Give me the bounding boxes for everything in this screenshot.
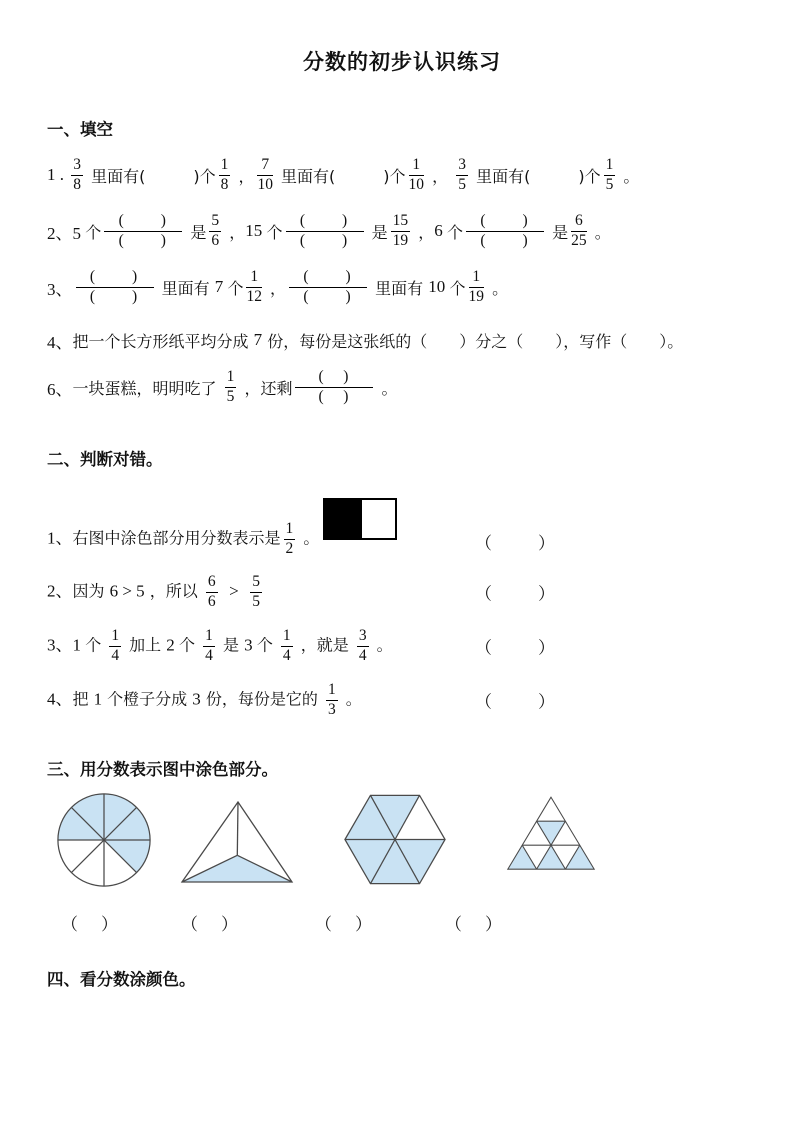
blank-fraction <box>289 268 367 306</box>
fraction-numerator: ( ) <box>318 368 351 386</box>
text-run: 个 <box>85 222 102 242</box>
text-run: ， <box>264 278 287 298</box>
text-run: ， <box>413 222 435 242</box>
fraction-numerator: 3 <box>358 627 367 645</box>
number-run: 6 > 5 <box>109 581 145 601</box>
fraction-denominator: 19 <box>392 231 409 249</box>
text-run: 个 <box>256 635 278 655</box>
judge-item-3 <box>47 622 757 670</box>
number-run: 6、 <box>47 379 73 399</box>
text-run: 。 <box>589 222 611 242</box>
fraction-denominator: 5 <box>252 592 260 610</box>
text-run: 。 <box>487 278 509 298</box>
triangle-thirds-figure <box>178 799 296 885</box>
section-2-header: 二、判断对错。 <box>47 450 163 469</box>
fraction <box>326 681 338 719</box>
answer-paren-3: （ ） <box>475 638 559 658</box>
fraction-numerator: 1 <box>605 156 614 174</box>
rectangle-shaded-half <box>325 500 360 538</box>
judge-item-4 <box>47 676 757 724</box>
fraction <box>206 573 218 611</box>
fraction-numerator: 5 <box>211 212 220 230</box>
fraction-denominator: 19 <box>468 287 485 305</box>
number-run: 1、 <box>47 528 73 548</box>
text-run: 里面有( )个 <box>275 166 406 186</box>
judge-item-1 <box>47 492 757 562</box>
text-run: 里面有( )个 <box>86 166 216 186</box>
fraction-denominator: ( ) <box>466 231 544 250</box>
text-run: ，还剩 <box>239 378 293 398</box>
number-run: 4、 <box>47 689 73 709</box>
number-run: 7 <box>214 277 228 296</box>
fraction-denominator: 4 <box>205 646 213 664</box>
answer-paren-2: （ ） <box>475 584 559 604</box>
fraction-denominator: ( ) <box>289 287 367 306</box>
fraction <box>250 573 262 611</box>
text-run: 个 <box>449 278 466 298</box>
number-run: > <box>220 581 248 601</box>
section-1-header: 一、填空 <box>47 120 113 139</box>
text-run: 加上 <box>124 635 167 655</box>
number-run: 1 . <box>47 165 69 184</box>
number-run: 10 <box>428 277 450 296</box>
fraction <box>219 156 231 194</box>
number-run: 7 <box>253 330 263 349</box>
fraction <box>203 627 215 665</box>
fraction-denominator: 10 <box>257 175 273 193</box>
fraction-denominator: 2 <box>285 539 294 557</box>
fraction-denominator: 6 <box>211 231 220 249</box>
fraction-denominator: 4 <box>358 646 367 664</box>
fill-blank-item-2 <box>47 208 757 254</box>
number-run: 3、1 <box>47 635 86 655</box>
fraction-denominator: 6 <box>207 592 216 610</box>
fraction <box>225 368 237 406</box>
fraction <box>257 156 273 194</box>
fraction-denominator: ( ) <box>286 231 364 250</box>
rectangle-blank-half <box>360 500 395 538</box>
fraction-denominator: 3 <box>327 700 336 718</box>
fraction-numerator: 1 <box>205 627 213 645</box>
number-run: 3 <box>192 689 201 709</box>
fraction-denominator: 5 <box>605 175 614 193</box>
blank-fraction <box>286 212 364 250</box>
text-run: 个 <box>179 635 201 655</box>
text-run: ， <box>224 222 246 242</box>
fraction-numerator: 1 <box>226 368 235 386</box>
text-run: 份，每份是这张纸的（ ）分之（ ），写作（ ）。 <box>262 331 684 351</box>
fraction-numerator: 3 <box>458 156 466 174</box>
fraction-denominator: 10 <box>408 175 425 193</box>
fraction-denominator: 8 <box>220 175 229 193</box>
fraction-numerator: ( ) <box>89 268 140 286</box>
figure-captions-row <box>47 910 757 938</box>
text-run: 里面有 <box>156 278 215 298</box>
fraction <box>604 156 616 194</box>
text-run: 一块蛋糕，明明吃了 <box>72 378 222 398</box>
fraction-denominator: 12 <box>246 287 262 305</box>
section-3-header: 三、用分数表示图中涂色部分。 <box>47 760 278 779</box>
fraction <box>456 156 468 194</box>
text-run: 因为 <box>72 581 110 601</box>
fraction-denominator: ( ) <box>76 287 154 306</box>
text-run: 是 <box>546 222 569 242</box>
blank-fraction <box>295 368 373 406</box>
blank-fraction <box>104 212 182 250</box>
fraction-denominator: ( ) <box>295 387 373 406</box>
blank-fraction <box>466 212 544 250</box>
triangle-ninths-figure <box>503 792 599 876</box>
fill-blank-item-1 <box>47 152 757 198</box>
judge-item-2-text <box>47 573 265 611</box>
fraction <box>357 627 369 665</box>
number-run: 2 <box>166 635 180 655</box>
judge-item-1-text <box>47 520 319 558</box>
number-run: 4、 <box>47 332 73 352</box>
text-run: 右图中涂色部分用分数表示是 <box>72 528 281 548</box>
fraction-numerator: 1 <box>472 268 481 286</box>
figure-caption-4: （ ） <box>445 915 505 934</box>
text-run: 。 <box>371 635 393 655</box>
number-run: 3 <box>244 635 257 655</box>
fraction-numerator: 7 <box>261 156 270 174</box>
fill-blank-item-4 <box>47 326 757 354</box>
fraction-denominator: ( ) <box>104 231 182 250</box>
blank-fraction <box>76 268 154 306</box>
fraction <box>284 520 296 558</box>
fraction-numerator: 1 <box>282 627 291 645</box>
text-run: 是 <box>366 222 388 242</box>
fraction-numerator: 1 <box>250 268 259 286</box>
fill-blank-item-3 <box>47 264 757 310</box>
text-run: 。 <box>618 166 640 186</box>
fraction <box>469 268 485 306</box>
text-run: 把 <box>72 689 94 709</box>
shaded-figures-row <box>47 792 757 894</box>
fraction-numerator: 1 <box>327 681 336 699</box>
circle-eighths-figure <box>55 792 153 888</box>
fraction-numerator: ( ) <box>480 212 530 230</box>
text-run: 个 <box>227 278 244 298</box>
judge-item-4-text <box>47 681 362 719</box>
fraction-numerator: 1 <box>220 156 229 174</box>
fraction-numerator: 6 <box>207 573 216 591</box>
text-run: 个 <box>266 222 283 242</box>
text-run: 个橙子分成 <box>102 689 193 709</box>
fill-blank-item-6 <box>47 364 757 410</box>
fraction <box>391 212 411 250</box>
fraction <box>246 268 262 306</box>
judge-item-2 <box>47 568 757 616</box>
text-run: 。 <box>376 378 398 398</box>
text-run: 是 <box>185 222 207 242</box>
number-run: 2、 <box>47 581 73 601</box>
figure-caption-2: （ ） <box>181 915 241 934</box>
number-run: 1 <box>93 689 103 709</box>
number-run: 15 <box>245 221 267 240</box>
answer-paren-4: （ ） <box>475 692 559 712</box>
number-run: 6 <box>434 221 447 240</box>
hexagon-sixths-figure <box>342 792 448 887</box>
fraction-numerator: 5 <box>252 573 260 591</box>
answer-paren-1: （ ） <box>475 534 559 553</box>
fraction-numerator: ( ) <box>303 268 353 286</box>
section-4-header: 四、看分数涂颜色。 <box>47 970 196 989</box>
text-run: 个 <box>85 635 107 655</box>
fraction <box>571 212 587 250</box>
fraction <box>281 627 293 665</box>
text-run: 把一个长方形纸平均分成 <box>72 331 254 351</box>
fraction <box>409 156 425 194</box>
fraction <box>109 627 121 665</box>
figure-caption-1: （ ） <box>61 915 121 934</box>
text-run: 份，每份是它的 <box>200 689 323 709</box>
figure-caption-3: （ ） <box>315 915 375 934</box>
text-run: ， <box>427 166 454 186</box>
fraction-denominator: 8 <box>73 175 81 193</box>
judge-item-3-text <box>47 627 393 665</box>
fraction <box>209 212 221 250</box>
fraction <box>71 156 83 194</box>
fraction-denominator: 25 <box>571 231 587 249</box>
text-run: 里面有 <box>370 278 429 298</box>
text-run: ，所以 <box>144 581 203 601</box>
page-title: 分数的初步认识练习 <box>303 50 501 74</box>
fraction-denominator: 5 <box>458 175 466 193</box>
fraction-denominator: 4 <box>282 646 291 664</box>
fraction-numerator: ( ) <box>118 212 168 230</box>
number-run: 3、 <box>47 279 73 299</box>
text-run: ， <box>233 166 255 186</box>
text-run: 是 <box>217 635 245 655</box>
rectangle-halves-figure <box>323 498 397 540</box>
fraction-numerator: 15 <box>392 212 409 230</box>
text-run: 个 <box>446 222 463 242</box>
fraction-numerator: ( ) <box>299 212 350 230</box>
fraction-numerator: 1 <box>111 627 120 645</box>
number-run: 2、5 <box>47 223 86 243</box>
text-run: 里面有( )个 <box>470 166 601 186</box>
fraction-denominator: 5 <box>226 387 235 405</box>
fraction-numerator: 1 <box>285 520 294 538</box>
text-run: 。 <box>340 689 362 709</box>
text-run: 。 <box>298 528 320 548</box>
text-run: ，就是 <box>295 635 354 655</box>
fraction-denominator: 4 <box>111 646 120 664</box>
fraction-numerator: 1 <box>412 156 421 174</box>
fraction-numerator: 6 <box>574 212 583 230</box>
fraction-numerator: 3 <box>73 156 81 174</box>
